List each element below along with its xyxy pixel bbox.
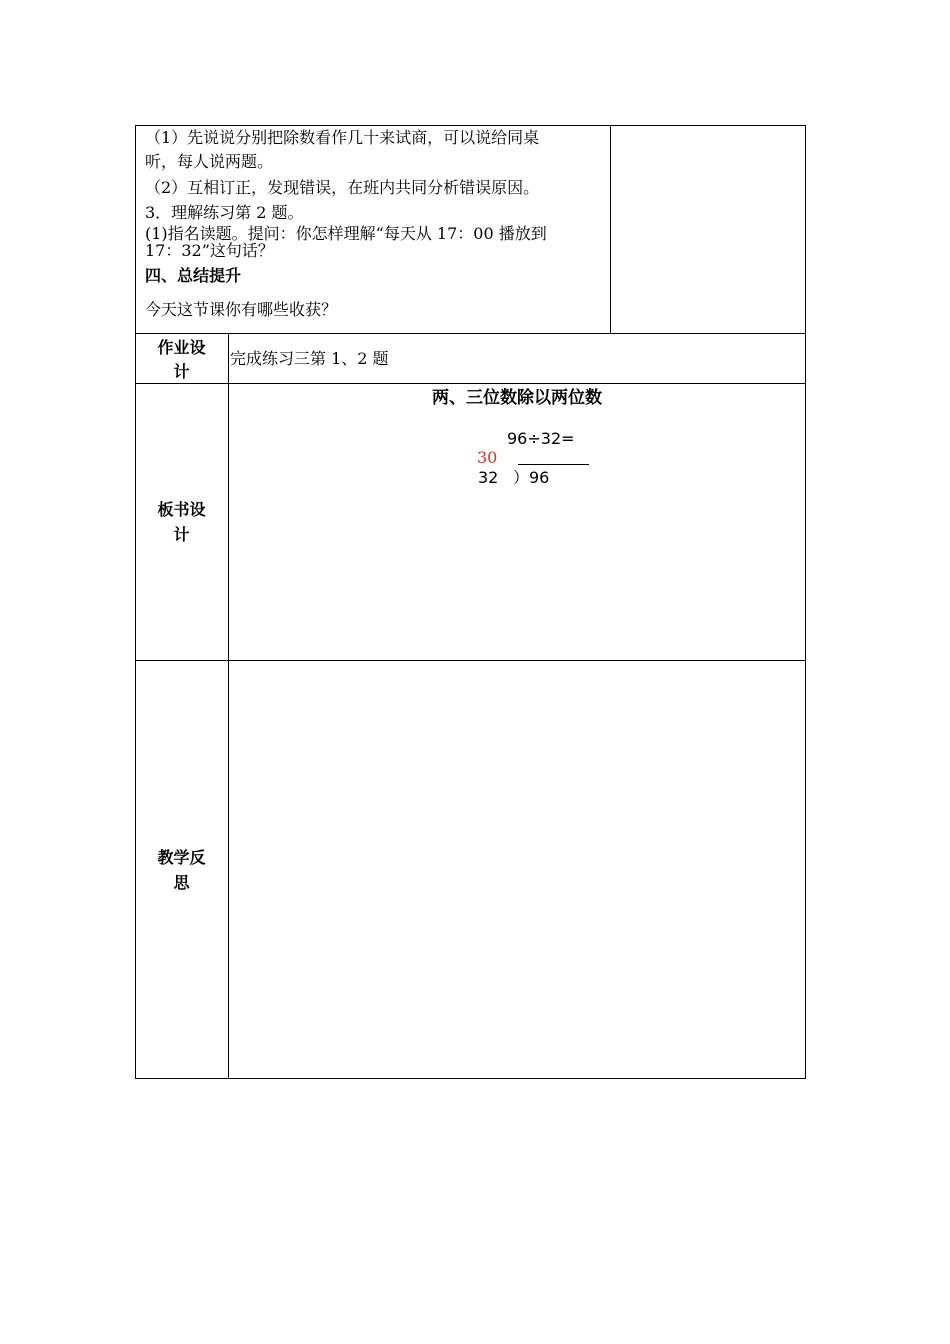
board-equation: 96÷32= — [507, 429, 575, 448]
table-left-border — [135, 125, 136, 1079]
row-divider-board — [135, 383, 806, 384]
division-bracket-bar — [518, 464, 589, 465]
table-bottom-border — [135, 1078, 806, 1079]
process-line-2: 听，每人说两题。 — [145, 152, 274, 171]
homework-label-line-1: 作业设 — [157, 338, 206, 357]
process-line-4: 3．理解练习第 2 题。 — [145, 203, 304, 222]
row-divider-homework — [135, 333, 806, 334]
process-line-3: （2）互相订正，发现错误，在班内共同分析错误原因。 — [145, 178, 540, 197]
board-title: 两、三位数除以两位数 — [432, 388, 602, 408]
table-right-border — [805, 125, 806, 1079]
top-row-inner-divider — [610, 125, 611, 333]
reflection-label-line-1: 教学反 — [157, 848, 206, 867]
table-top-border — [135, 125, 806, 126]
reflection-label-line-2: 思 — [173, 873, 190, 892]
homework-content: 完成练习三第 1、2 题 — [230, 349, 389, 368]
board-dividend: ）96 — [513, 468, 550, 487]
board-trial-quotient: 30 — [477, 448, 498, 467]
board-divisor: 32 — [478, 468, 499, 487]
board-label-line-2: 计 — [173, 525, 190, 544]
homework-label-line-2: 计 — [173, 362, 190, 381]
process-line-1: （1）先说说分别把除数看作几十来试商，可以说给同桌 — [145, 128, 540, 147]
row-divider-reflection — [135, 660, 806, 661]
section-heading-summary: 四、总结提升 — [145, 266, 242, 285]
process-line-5: (1)指名读题。提问：你怎样理解“每天从 17：00 播放到 — [145, 224, 547, 243]
label-column-divider — [228, 333, 229, 1078]
board-label-line-1: 板书设 — [157, 500, 206, 519]
process-line-7: 今天这节课你有哪些收获？ — [145, 300, 338, 319]
process-line-6: 17：32”这句话？ — [145, 241, 274, 260]
